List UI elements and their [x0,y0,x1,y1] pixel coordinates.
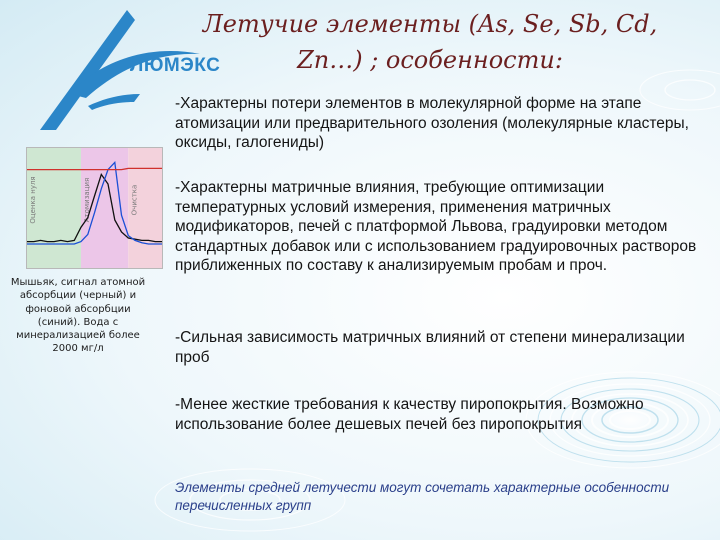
chart-canvas [27,148,162,268]
chart-zone-label-2: Атомизация [83,177,91,223]
logo-wordmark: ЛЮМЭКС [130,55,221,76]
paragraph-molecular-losses: -Характерны потери элементов в молекулярной форме на этапе атомизации или предварительного озоления (молекулярные кластеры, оксиды, галогениды) [175,95,689,152]
footnote-medium-volatility: Элементы средней летучести могут сочетать характерные особенности перечисленных групп [175,480,670,513]
title-line-2: Zn…) ; особенности: [297,46,563,74]
title-line-1: Летучие элементы (As, Se, Sb, Cd, [202,10,658,38]
slide-title [190,6,670,78]
chart-zone-label-3: Очистка [130,184,139,216]
absorption-signal-chart [26,147,163,269]
figure-caption: Мышьяк, сигнал атомной абсорбции (черный) и фоновой абсорбции (синий). Вода с минерализацией более 2000 мг/л [10,277,146,355]
paragraph-mineralization: -Сильная зависимость матричных влияний от степени минерализации проб [175,329,685,366]
chart-zone-label-1: Оценка нуля [29,176,37,224]
paragraph-pyrocoating: -Менее жесткие требования к качеству пиропокрытия. Возможно использование более дешевых печей без пиропокрытия [175,396,644,433]
paragraph-matrix-effects: -Характерны матричные влияния, требующие оптимизации температурных условий измерения, применения матричных модификаторов, печей с платформой Львова, градуировки методом стандартных добавок или с использованием градуировочных растворов приближенных по составу к анализируемым пробам и проч. [175,179,697,275]
